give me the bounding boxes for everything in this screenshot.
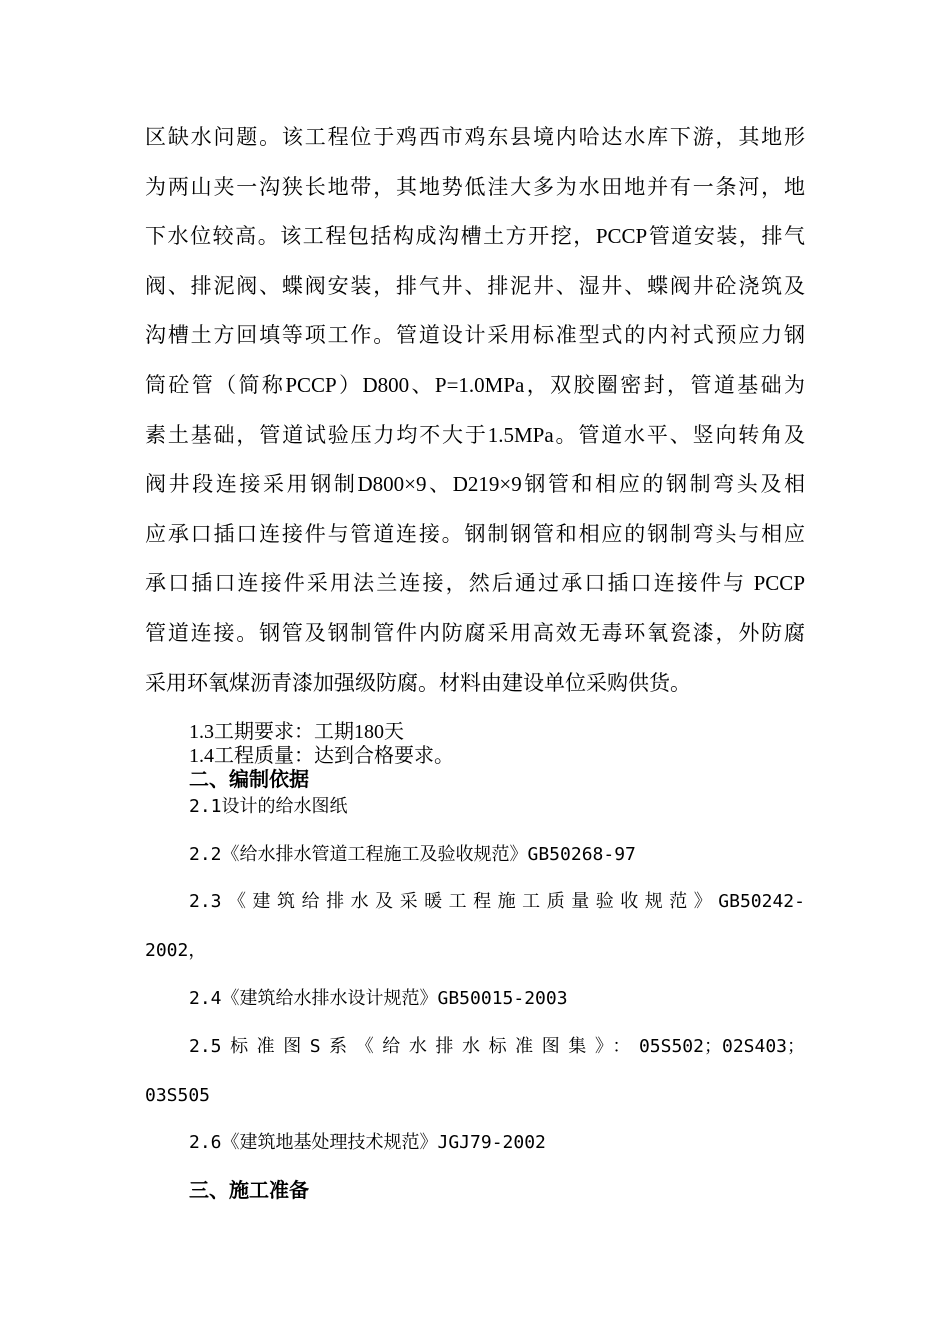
item-1-4: 1.4工程质量：达到合格要求。 bbox=[189, 745, 454, 767]
item-2-6: 2.6《建筑地基处理技术规范》JGJ79-2002 bbox=[189, 1132, 546, 1153]
section-heading-2: 二、编制依据 bbox=[189, 769, 309, 791]
item-2-5: 2.5标准图S系《给水排水标准图集》：05S502；02S403； bbox=[189, 1036, 805, 1057]
paragraph-line: 承口插口连接件采用法兰连接，然后通过承口插口连接件与 PCCP bbox=[145, 571, 805, 595]
paragraph-line: 采用环氧煤沥青漆加强级防腐。材料由建设单位采购供货。 bbox=[145, 671, 691, 695]
paragraph-line: 下水位较高。该工程包括构成沟槽土方开挖，PCCP管道安装，排气 bbox=[145, 224, 805, 248]
item-2-2: 2.2《给水排水管道工程施工及验收规范》GB50268-97 bbox=[189, 844, 636, 865]
paragraph-line: 区缺水问题。该工程位于鸡西市鸡东县境内哈达水库下游，其地形 bbox=[145, 125, 805, 149]
paragraph-line: 素土基础，管道试验压力均不大于1.5MPa。管道水平、竖向转角及 bbox=[145, 423, 805, 447]
paragraph-line: 管道连接。钢管及钢制管件内防腐采用高效无毒环氧瓷漆，外防腐 bbox=[145, 621, 805, 645]
item-1-3: 1.3工期要求：工期180天 bbox=[189, 721, 404, 743]
item-2-5-continued: 03S505 bbox=[145, 1085, 211, 1106]
item-2-1: 2.1设计的给水图纸 bbox=[189, 796, 348, 817]
paragraph-line: 阀井段连接采用钢制D800×9、D219×9钢管和相应的钢制弯头及相 bbox=[145, 472, 805, 496]
paragraph-line: 应承口插口连接件与管道连接。钢制钢管和相应的钢制弯头与相应 bbox=[145, 522, 805, 546]
paragraph-line: 沟槽土方回填等项工作。管道设计采用标准型式的内衬式预应力钢 bbox=[145, 323, 805, 347]
item-2-3-continued: 2002， bbox=[145, 940, 207, 961]
paragraph-line: 阀、排泥阀、蝶阀安装，排气井、排泥井、湿井、蝶阀井砼浇筑及 bbox=[145, 274, 805, 298]
paragraph-line: 筒砼管（简称PCCP）D800、P=1.0MPa，双胶圈密封，管道基础为 bbox=[145, 373, 805, 397]
paragraph-line: 为两山夹一沟狭长地带，其地势低洼大多为水田地并有一条河，地 bbox=[145, 175, 805, 199]
item-2-4: 2.4《建筑给水排水设计规范》GB50015-2003 bbox=[189, 988, 568, 1009]
section-heading-3: 三、施工准备 bbox=[189, 1180, 309, 1202]
item-2-3: 2.3《建筑给排水及采暖工程施工质量验收规范》GB50242- bbox=[189, 891, 805, 912]
